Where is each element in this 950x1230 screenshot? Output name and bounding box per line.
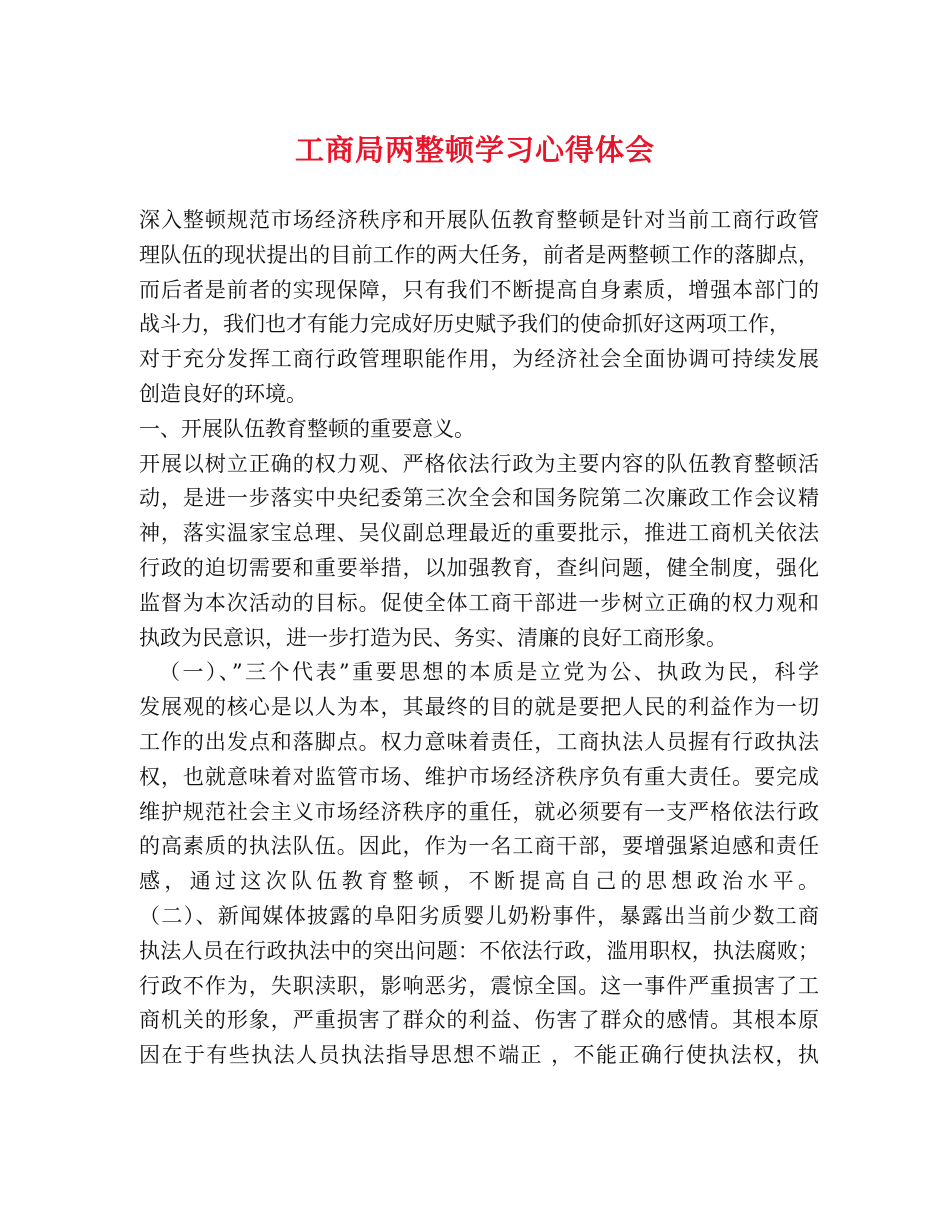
- text-line: 工作的出发点和落脚点。权力意味着责任，工商执法人员握有行政执法: [139, 729, 819, 754]
- text-line: 神，落实温家宝总理、吴仪副总理最近的重要批示，推进工商机关依法: [139, 521, 819, 546]
- text-line: 执政为民意识，进一步打造为民、务实、清廉的良好工商形象。: [139, 625, 727, 650]
- text-line: 维护规范社会主义市场经济秩序的重任，就必须要有一支严格依法行政: [139, 799, 819, 824]
- text-line: 监督为本次活动的目标。促使全体工商干部进一步树立正确的权力观和: [139, 590, 819, 615]
- text-line: 动，是进一步落实中央纪委第三次全会和国务院第二次廉政工作会议精: [139, 486, 819, 511]
- text-line: 执法人员在行政执法中的突出问题：不依法行政，滥用职权，执法腐败；: [139, 938, 819, 963]
- text-line: 对于充分发挥工商行政管理职能作用，为经济社会全面协调可持续发展: [139, 347, 819, 372]
- text-line: 行政不作为，失职渎职，影响恶劣，震惊全国。这一事件严重损害了工: [139, 973, 819, 998]
- section-heading: 一、开展队伍教育整顿的重要意义。: [139, 416, 475, 441]
- text-line: 商机关的形象，严重损害了群众的利益、伤害了群众的感情。其根本原: [139, 1008, 819, 1033]
- text-line: 理队伍的现状提出的目前工作的两大任务，前者是两整顿工作的落脚点，: [139, 242, 819, 267]
- text-line: 因在于有些执法人员执法指导思想不端正 ，不能正确行使执法权，执: [139, 1043, 819, 1068]
- document-body: [139, 203, 819, 1073]
- text-line: 感，通过这次队伍教育整顿，不断提高自己的思想政治水平。: [139, 869, 819, 894]
- text-line: 行政的迫切需要和重要举措，以加强教育，查纠问题，健全制度，强化: [139, 555, 819, 580]
- text-line: 发展观的核心是以人为本，其最终的目的就是要把人民的利益作为一切: [139, 695, 819, 720]
- text-line: （二）、新闻媒体披露的阜阳劣质婴儿奶粉事件，暴露出当前少数工商: [139, 903, 819, 928]
- text-line: 而后者是前者的实现保障，只有我们不断提高自身素质，增强本部门的: [139, 277, 819, 302]
- document-title: 工商局两整顿学习心得体会: [294, 133, 655, 167]
- text-line: 创造良好的环境。: [139, 381, 307, 406]
- text-line: 权，也就意味着对监管市场、维护市场经济秩序负有重大责任。要完成: [139, 764, 819, 789]
- text-line: 开展以树立正确的权力观、严格依法行政为主要内容的队伍教育整顿活: [139, 451, 819, 476]
- text-line: 的高素质的执法队伍。因此，作为一名工商干部，要增强紧迫感和责任: [139, 834, 819, 859]
- text-line: （一）、”三个代表”重要思想的本质是立党为公、执政为民，科学: [159, 660, 819, 685]
- text-line: 战斗力，我们也才有能力完成好历史赋予我们的使命抓好这两项工作，: [139, 312, 790, 337]
- text-line: 深入整顿规范市场经济秩序和开展队伍教育整顿是针对当前工商行政管: [139, 208, 819, 232]
